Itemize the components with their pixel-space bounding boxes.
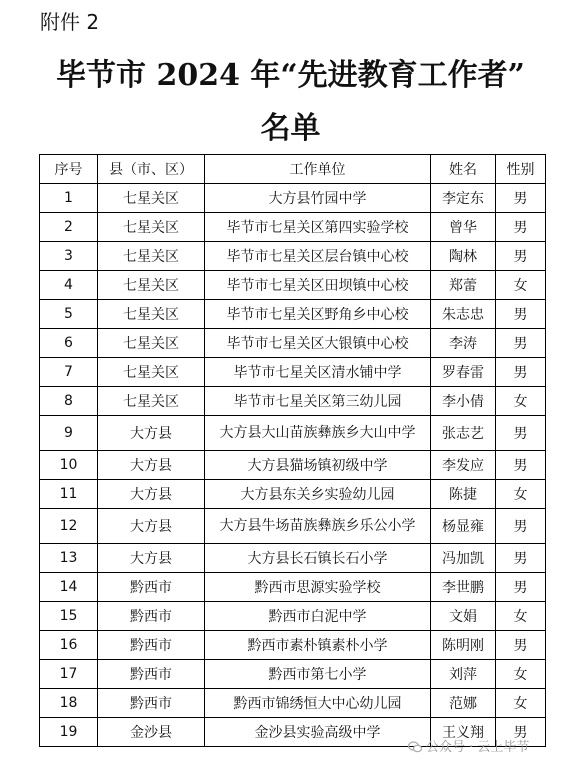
cell-workplace: 毕节市七星关区第四实验学校: [205, 213, 431, 242]
cell-index: 6: [40, 329, 98, 358]
cell-county: 七星关区: [98, 300, 205, 329]
cell-gender: 男: [496, 416, 546, 451]
cell-workplace: 大方县牛场苗族彝族乡乐公小学: [205, 509, 431, 544]
cell-workplace: 毕节市七星关区田坝镇中心校: [205, 271, 431, 300]
cell-index: 2: [40, 213, 98, 242]
cell-workplace: 大方县长石镇长石小学: [205, 544, 431, 573]
cell-index: 5: [40, 300, 98, 329]
cell-name: 李涛: [431, 329, 496, 358]
table-row: [40, 480, 546, 509]
cell-name: 王义翔: [431, 718, 496, 747]
cell-gender: 男: [496, 544, 546, 573]
cell-index: 12: [40, 509, 98, 544]
document-title: 毕节市 2024 年“先进教育工作者”: [56, 58, 525, 93]
table-row: [40, 602, 546, 631]
cell-index: 19: [40, 718, 98, 747]
cell-workplace: 大方县猫场镇初级中学: [205, 451, 431, 480]
cell-workplace: 毕节市七星关区第三幼儿园: [205, 387, 431, 416]
cell-index: 15: [40, 602, 98, 631]
cell-name: 陶林: [431, 242, 496, 271]
cell-name: 罗春雷: [431, 358, 496, 387]
table-row: [40, 451, 546, 480]
cell-county: 七星关区: [98, 387, 205, 416]
cell-name: 冯加凯: [431, 544, 496, 573]
column-header-gender: 性别: [496, 155, 546, 184]
cell-workplace: 黔西市锦绣恒大中心幼儿园: [205, 689, 431, 718]
cell-name: 朱志忠: [431, 300, 496, 329]
cell-gender: 男: [496, 509, 546, 544]
cell-index: 18: [40, 689, 98, 718]
cell-workplace: 黔西市素朴镇素朴小学: [205, 631, 431, 660]
column-header-index: 序号: [40, 155, 98, 184]
cell-name: 陈捷: [431, 480, 496, 509]
table-row: [40, 689, 546, 718]
cell-county: 黔西市: [98, 631, 205, 660]
table-row: [40, 213, 546, 242]
table-row: [40, 631, 546, 660]
cell-gender: 女: [496, 602, 546, 631]
table-header-row: [40, 155, 546, 184]
watermark-text: 公众号 · 云上毕节: [426, 740, 530, 755]
cell-gender: 男: [496, 213, 546, 242]
table-body: [40, 184, 546, 747]
cell-county: 七星关区: [98, 213, 205, 242]
cell-name: 杨显雍: [431, 509, 496, 544]
cell-county: 七星关区: [98, 242, 205, 271]
cell-name: 曾华: [431, 213, 496, 242]
cell-name: 刘萍: [431, 660, 496, 689]
cell-index: 16: [40, 631, 98, 660]
cell-county: 黔西市: [98, 602, 205, 631]
table-row: [40, 387, 546, 416]
cell-gender: 男: [496, 242, 546, 271]
cell-workplace: 毕节市七星关区层台镇中心校: [205, 242, 431, 271]
cell-county: 黔西市: [98, 689, 205, 718]
cell-county: 大方县: [98, 544, 205, 573]
cell-county: 大方县: [98, 480, 205, 509]
cell-workplace: 金沙县实验高级中学: [205, 718, 431, 747]
column-header-county: 县（市、区）: [98, 155, 205, 184]
cell-gender: 男: [496, 300, 546, 329]
table-row: [40, 329, 546, 358]
cell-workplace: 黔西市思源实验学校: [205, 573, 431, 602]
cell-name: 张志艺: [431, 416, 496, 451]
watermark: [408, 736, 529, 755]
cell-gender: 女: [496, 689, 546, 718]
cell-index: 8: [40, 387, 98, 416]
cell-index: 7: [40, 358, 98, 387]
table-row: [40, 242, 546, 271]
cell-county: 七星关区: [98, 329, 205, 358]
table-row: [40, 300, 546, 329]
cell-workplace: 毕节市七星关区清水铺中学: [205, 358, 431, 387]
cell-county: 七星关区: [98, 271, 205, 300]
cell-gender: 女: [496, 660, 546, 689]
cell-index: 4: [40, 271, 98, 300]
cell-gender: 女: [496, 480, 546, 509]
cell-workplace: 大方县竹园中学: [205, 184, 431, 213]
table-row: [40, 416, 546, 451]
roster-table: [39, 154, 546, 747]
column-header-workplace: 工作单位: [205, 155, 431, 184]
cell-index: 11: [40, 480, 98, 509]
cell-name: 陈明刚: [431, 631, 496, 660]
cell-name: 李小倩: [431, 387, 496, 416]
cell-index: 3: [40, 242, 98, 271]
cell-county: 黔西市: [98, 573, 205, 602]
cell-county: 黔西市: [98, 660, 205, 689]
cell-index: 14: [40, 573, 98, 602]
cell-workplace: 大方县大山苗族彝族乡大山中学: [205, 416, 431, 451]
cell-name: 李发应: [431, 451, 496, 480]
table-row: [40, 573, 546, 602]
cell-gender: 男: [496, 358, 546, 387]
cell-gender: 男: [496, 184, 546, 213]
cell-index: 9: [40, 416, 98, 451]
cell-name: 李定东: [431, 184, 496, 213]
table-row: [40, 358, 546, 387]
cell-workplace: 黔西市白泥中学: [205, 602, 431, 631]
cell-county: 金沙县: [98, 718, 205, 747]
cell-index: 1: [40, 184, 98, 213]
cell-name: 文娟: [431, 602, 496, 631]
cell-gender: 男: [496, 718, 546, 747]
cell-name: 李世鹏: [431, 573, 496, 602]
cell-index: 17: [40, 660, 98, 689]
table-row: [40, 271, 546, 300]
cell-index: 13: [40, 544, 98, 573]
wechat-icon: [408, 741, 422, 753]
cell-name: 郑蕾: [431, 271, 496, 300]
table-row: [40, 660, 546, 689]
table-row: [40, 509, 546, 544]
cell-workplace: 大方县东关乡实验幼儿园: [205, 480, 431, 509]
cell-gender: 女: [496, 387, 546, 416]
cell-county: 七星关区: [98, 358, 205, 387]
cell-workplace: 黔西市第七小学: [205, 660, 431, 689]
cell-workplace: 毕节市七星关区大银镇中心校: [205, 329, 431, 358]
cell-name: 范娜: [431, 689, 496, 718]
document-title-line2: 名单: [260, 111, 321, 146]
cell-gender: 男: [496, 631, 546, 660]
table-row: [40, 184, 546, 213]
column-header-name: 姓名: [431, 155, 496, 184]
cell-county: 七星关区: [98, 184, 205, 213]
attachment-label: 附件 2: [40, 10, 100, 34]
cell-county: 大方县: [98, 416, 205, 451]
cell-county: 大方县: [98, 509, 205, 544]
cell-county: 大方县: [98, 451, 205, 480]
cell-index: 10: [40, 451, 98, 480]
cell-gender: 男: [496, 451, 546, 480]
cell-workplace: 毕节市七星关区野角乡中心校: [205, 300, 431, 329]
cell-gender: 男: [496, 329, 546, 358]
cell-gender: 男: [496, 573, 546, 602]
cell-gender: 女: [496, 271, 546, 300]
table-row: [40, 544, 546, 573]
